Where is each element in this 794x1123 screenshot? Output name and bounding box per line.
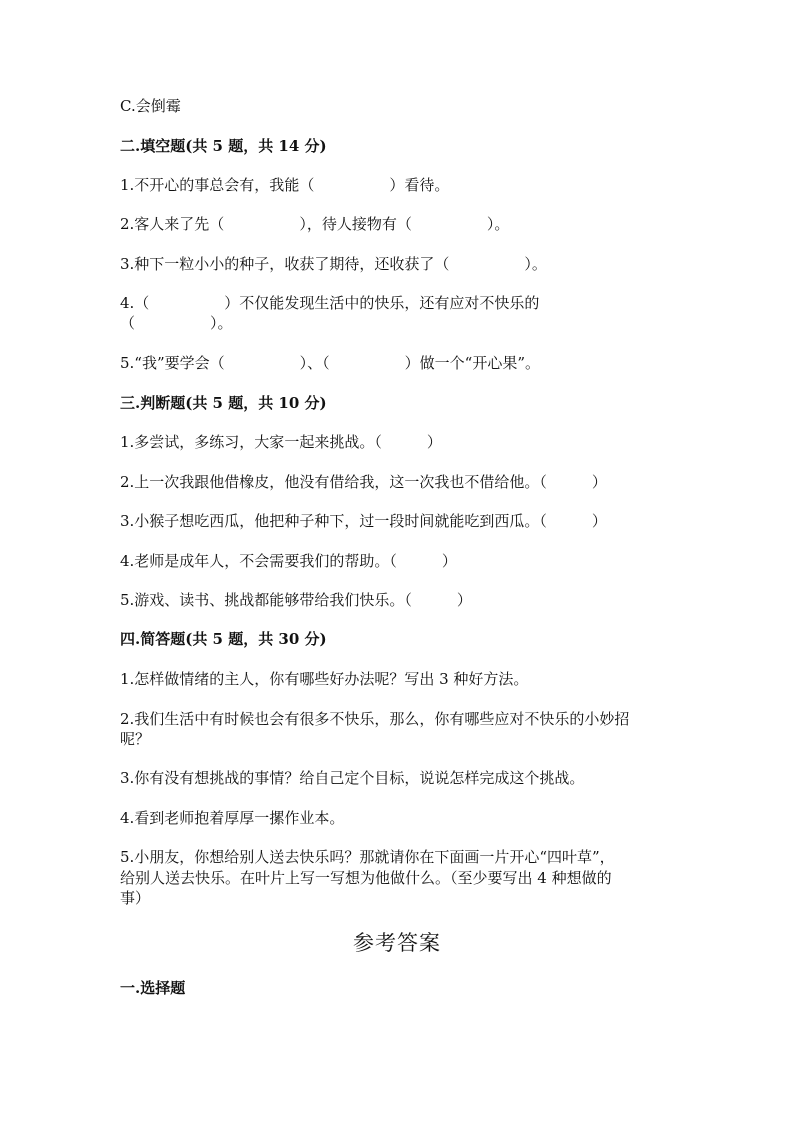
judge-q1: 1.多尝试，多练习，大家一起来挑战。（ ） <box>120 433 442 451</box>
option-c: C.会倒霉 <box>120 97 181 115</box>
judge-q3: 3.小猴子想吃西瓜，他把种子种下，过一段时间就能吃到西瓜。（ ） <box>120 512 607 530</box>
judge-q4: 4.老师是成年人，不会需要我们的帮助。（ ） <box>120 552 457 570</box>
answers-title: 参考答案 <box>353 931 441 955</box>
short-q5-line1: 5.小朋友，你想给别人送去快乐吗？那就请你在下面画一片开心“四叶草”， <box>120 848 615 866</box>
judge-q5: 5.游戏、读书、挑战都能够带给我们快乐。（ ） <box>120 591 472 609</box>
judge-q2: 2.上一次我跟他借橡皮，他没有借给我，这一次我也不借给他。（ ） <box>120 473 607 491</box>
fill-q5: 5.“我”要学会（ ）、（ ）做一个“开心果”。 <box>120 354 540 372</box>
section4-heading: 四.简答题(共 5 题，共 30 分) <box>120 630 327 648</box>
short-q1: 1.怎样做情绪的主人，你有哪些好办法呢？写出 3 种好方法。 <box>120 670 529 688</box>
short-q2-line1: 2.我们生活中有时候也会有很多不快乐，那么，你有哪些应对不快乐的小妙招 <box>120 710 630 728</box>
fill-q3: 3.种下一粒小小的种子，收获了期待，还收获了（ ）。 <box>120 255 547 273</box>
short-q3: 3.你有没有想挑战的事情？给自己定个目标，说说怎样完成这个挑战。 <box>120 769 585 787</box>
fill-q2: 2.客人来了先（ ），待人接物有（ ）。 <box>120 215 510 233</box>
fill-q4-line2: （ ）。 <box>120 314 233 332</box>
short-q2-line2: 呢？ <box>120 730 151 748</box>
short-q4: 4.看到老师抱着厚厚一摞作业本。 <box>120 809 345 827</box>
short-q5-line2: 给别人送去快乐。在叶片上写一写想为他做什么。（至少要写出 4 种想做的 <box>120 869 612 887</box>
fill-q1: 1.不开心的事总会有，我能（ ）看待。 <box>120 176 450 194</box>
section3-heading: 三.判断题(共 5 题，共 10 分) <box>120 394 327 412</box>
section2-heading: 二.填空题(共 5 题，共 14 分) <box>120 137 327 155</box>
answers-section1-heading: 一.选择题 <box>120 979 186 997</box>
fill-q4-line1: 4.（ ）不仅能发现生活中的快乐，还有应对不快乐的 <box>120 294 540 312</box>
short-q5-line3: 事） <box>120 889 151 907</box>
